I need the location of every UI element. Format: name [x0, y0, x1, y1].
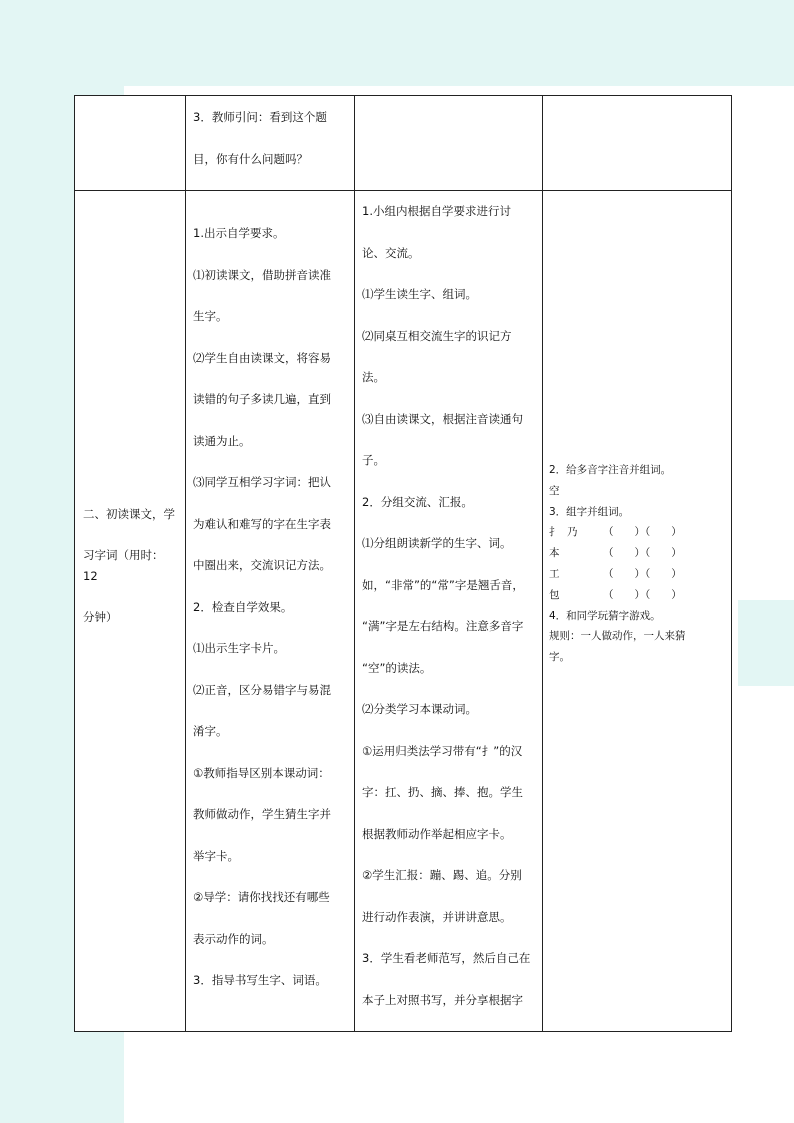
text-line: 读通为止。	[193, 433, 251, 448]
text-line: ⑴分组朗读新学的生字、词。	[362, 536, 512, 550]
text-line: ①教师指导区别本课动词：	[193, 765, 330, 780]
text-line: 1.出示自学要求。	[193, 226, 285, 240]
text-line: 为难认和难写的字在生字表	[193, 516, 331, 531]
background-band-right	[738, 600, 794, 686]
text-line: ⑶同学互相学习字词：把认	[193, 475, 331, 489]
text-line: 表示动作的词。	[193, 931, 274, 946]
text-line: 教师做动作，学生猜生字并	[193, 807, 331, 821]
compose-part-b	[567, 543, 603, 564]
table-row	[75, 191, 732, 1032]
text-line: ⑵学生自由读课文，将容易	[193, 350, 331, 365]
text-line: 进行动作表演，并讲讲意思。	[362, 909, 512, 924]
compose-part-b: 乃	[567, 526, 578, 539]
text-line: 3．指导书写生字、词语。	[193, 973, 327, 987]
compose-list	[549, 522, 731, 605]
text-line: 根据教师动作举起相应字卡。	[362, 826, 512, 841]
polyphone-char: 空	[549, 484, 560, 497]
section-cell	[75, 96, 186, 191]
compose-part-b	[567, 585, 603, 606]
text-line: 中圈出来，交流识记方法。	[193, 558, 331, 572]
text-line: 生字。	[193, 309, 228, 323]
text-line: ⑶自由读课文，根据注音读通句	[362, 411, 523, 426]
text-line: 分钟）	[83, 610, 118, 624]
text-line: ⑴初读课文，借助拼音读准	[193, 267, 331, 282]
text-line: 3．教师引问：看到这个题	[193, 110, 327, 124]
text-line: 3．学生看老师范写，然后自己在	[362, 951, 531, 965]
text-line: 本子上对照书写，并分享根据字	[362, 992, 523, 1007]
compose-row	[549, 564, 731, 585]
compose-part-a: 本	[549, 547, 560, 560]
section-cell	[75, 191, 186, 1032]
text-line: 论、交流。	[362, 245, 420, 260]
compose-row	[549, 543, 731, 564]
compose-part-b	[567, 564, 603, 585]
student-activity-cell	[355, 191, 543, 1032]
exercise-compose: 3．组字并组词。	[549, 505, 630, 518]
lesson-plan-sheet	[74, 95, 732, 1032]
compose-part-a: 工	[549, 568, 560, 580]
text-line: 法。	[362, 370, 385, 384]
text-line: 读错的句子多读几遍，直到	[193, 392, 331, 406]
text-line: “空”的读法。	[362, 660, 432, 675]
text-line: ⑴学生读生字、组词。	[362, 287, 477, 301]
text-line: 2．检查自学效果。	[193, 599, 293, 614]
answer-blanks: （ ）（ ）	[603, 547, 682, 560]
text-line: 习字词（用时：12	[83, 548, 164, 583]
text-line: 二、初读课文，学	[83, 507, 175, 521]
exercise-game: 4．和同学玩猜字游戏。	[549, 609, 661, 622]
text-line: ⑵同桌互相交流生字的识记方	[362, 328, 512, 343]
text-line: ⑴出示生字卡片。	[193, 641, 285, 655]
game-rule-cont: 字。	[549, 651, 570, 664]
text-line: “满”字是左右结构。注意多音字	[362, 619, 524, 633]
text-line: ②学生汇报：蹦、踢、追。分别	[362, 868, 522, 882]
text-line: 字：扛、扔、摘、捧、抱。学生	[362, 785, 523, 799]
student-activity-cell	[355, 96, 543, 191]
text-line: 目，你有什么问题吗？	[193, 151, 308, 166]
text-line: ⑵分类学习本课动词。	[362, 702, 477, 716]
text-line: 子。	[362, 453, 385, 467]
text-line: 如，“非常”的“常”字是翘舌音，	[362, 577, 524, 592]
compose-row	[549, 585, 731, 606]
compose-row	[549, 522, 731, 543]
text-line: 2．分组交流、汇报。	[362, 494, 473, 509]
game-rule: 规则：一人做动作，一人来猜	[549, 630, 686, 643]
exercise-polyphone: 2．给多音字注音并组词。	[549, 464, 672, 477]
text-line: ②导学：请你找找还有哪些	[193, 890, 330, 904]
text-line: 1.小组内根据自学要求进行讨	[362, 204, 511, 218]
teacher-activity-cell	[186, 191, 355, 1032]
text-line: 举字卡。	[193, 848, 239, 863]
practice-cell	[543, 96, 732, 191]
text-line: 淆字。	[193, 724, 228, 738]
text-line: ⑵正音，区分易错字与易混	[193, 682, 331, 697]
lesson-plan-table	[74, 95, 732, 1032]
table-row	[75, 96, 732, 191]
answer-blanks: （ ）（ ）	[603, 526, 682, 539]
compose-part-a: 扌	[549, 526, 560, 539]
teacher-activity-cell	[186, 96, 355, 191]
text-line: ①运用归类法学习带有“扌”的汉	[362, 743, 523, 758]
answer-blanks: （ ）（ ）	[603, 568, 682, 580]
compose-part-a: 包	[549, 588, 560, 601]
practice-cell	[543, 191, 732, 1032]
answer-blanks: （ ）（ ）	[603, 588, 682, 601]
